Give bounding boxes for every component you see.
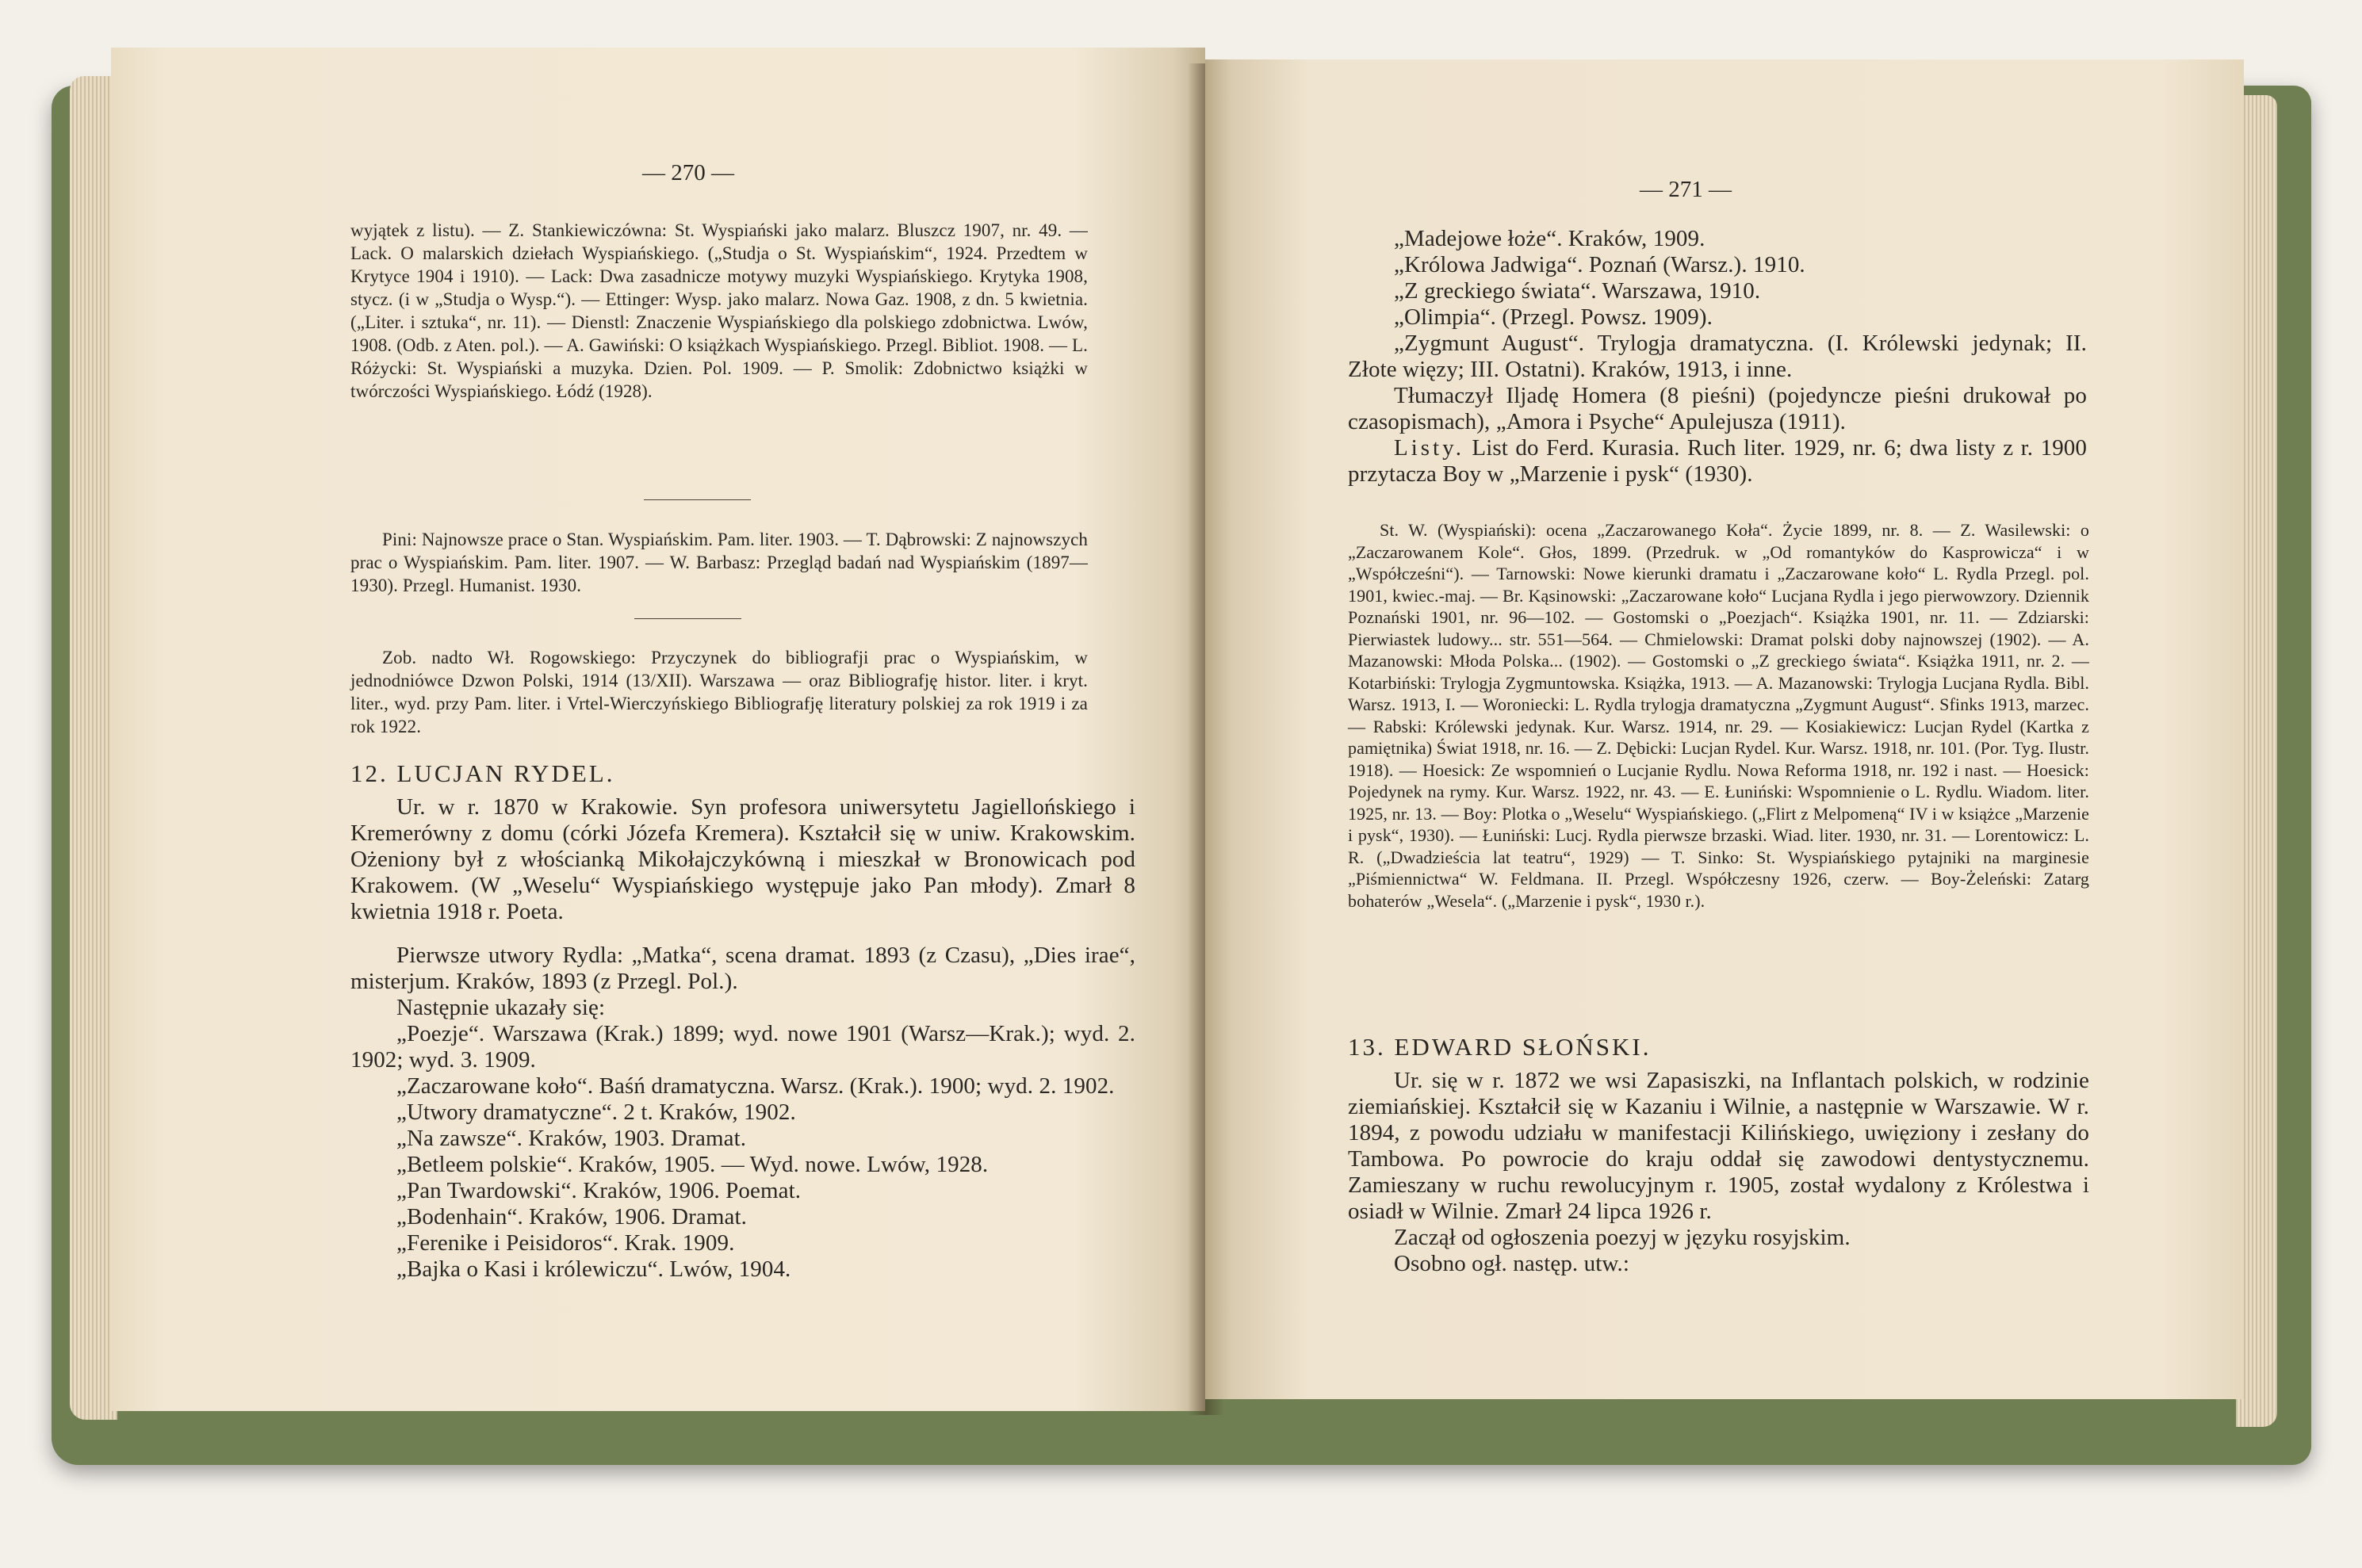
work-entry: „Zaczarowane koło“. Baśń dramatyczna. Warsz. (Krak.). 1900; wyd. 2. 1902. [396, 1073, 1115, 1099]
separator-rule [634, 618, 741, 619]
works-next: Następnie ukazały się: [396, 995, 606, 1020]
left-body [350, 794, 1135, 1283]
left-bibliography-2 [350, 528, 1088, 597]
bibliography-paragraph: Zob. nadto Wł. Rogowskiego: Przyczynek do bibliografji prac o Wyspiańskim, w jednodniówce Dzwon Polski, 1914 (13/XII). Warszawa — oraz Bibliografję histor. liter. i kryt. liter., wyd. przy Pam. liter. i Vrtel-Wierczyńskiego Bibliografję literatury polskiej za rok 1919 i za rok 1922. [350, 648, 1088, 736]
page-edges-left [70, 76, 117, 1420]
right-body [1348, 1068, 2089, 1277]
works-intro: Osobno ogł. następ. utw.: [1394, 1251, 1630, 1276]
work-entry: „Bajka o Kasi i królewiczu“. Lwów, 1904. [396, 1256, 791, 1282]
left-page [111, 48, 1205, 1411]
work-entry: „Pan Twardowski“. Kraków, 1906. Poemat. [396, 1178, 802, 1203]
translation-note: Tłumaczył Iljadę Homera (8 pieśni) (pojedyncze pieśni drukował po czasopismach), „Amora i Psyche“ Apulejusza (1911). [1348, 383, 2087, 434]
left-bibliography-3 [350, 646, 1088, 738]
poetry-line: Zaczął od ogłoszenia poezyj w języku rosyjskim. [1394, 1225, 1851, 1250]
work-entry: „Zygmunt August“. Trylogja dramatyczna. (I. Królewski jedynak; II. Złote więzy; III. Ostatni). Kraków, 1913, i inne. [1348, 331, 2087, 382]
work-entry: „Utwory dramatyczne“. 2 t. Kraków, 1902. [396, 1100, 796, 1125]
letters-label: Listy. [1394, 435, 1464, 461]
work-entry: „Królowa Jadwiga“. Poznań (Warsz.). 1910. [1394, 252, 1805, 277]
works-intro: Pierwsze utwory Rydla: „Matka“, scena dramat. 1893 (z Czasu), „Dies irae“, misterjum. Kraków, 1893 (z Przegl. Pol.). [350, 943, 1135, 994]
bio-paragraph: Ur. w r. 1870 w Krakowie. Syn profesora uniwersytetu Jagiellońskiego i Kremerówny z domu (córki Józefa Kremera). Kształcił się w uniw. Krakowskim. Ożeniony był z włościanką Mikołajczykówną i mieszkał w Bronowicach pod Krakowem. (W „Weselu“ Wyspiańskiego występuje jako Pan młody). Zmarł 8 kwietnia 1918 r. Poeta. [350, 794, 1135, 924]
bio-paragraph: Ur. się w r. 1872 we wsi Zapasiszki, na Inflantach polskich, w rodzinie ziemiańskiej. Kształcił się w Kazaniu i Wilnie, a następnie w Warszawie. W r. 1894, z powodu udziału w manifestacji Kilińskiego, uwięziony i zesłany do Tambowa. Po powrocie do kraju oddał się zawodowi dentystycznemu. Zamieszany w ruchu rewolucyjnym r. 1905, został wydalony z Królestwa i osiadł w Wilnie. Zmarł 24 lipca 1926 r. [1348, 1068, 2089, 1224]
bibliography-paragraph: wyjątek z listu). — Z. Stankiewiczówna: St. Wyspiański jako malarz. Bluszcz 1907, nr. 49. — Lack. O malarskich dziełach Wyspiańskiego. („Studja o St. Wyspiańskim“, 1924. Przedtem w Krytyce 1904 i 1910). — Lack: Dwa zasadnicze motywy muzyki Wyspiańskiego. Krytyka 1908, stycz. (i w „Studja o Wysp.“). — Ettinger: Wysp. jako malarz. Nowa Gaz. 1908, z dn. 5 kwietnia. („Liter. i sztuka“, nr. 11). — Dienstl: Znaczenie Wyspiańskiego dla polskiego zdobnictwa. Lwów, 1908. (Odb. z Aten. pol.). — A. Gawiński: O książkach Wyspiańskiego. Przegl. Bibliot. 1908. — L. Różycki: St. Wyspiański a muzyka. Dzien. Pol. 1909. — P. Smolik: Zdobnictwo książki w twórczości Wyspiańskiego. Łódź (1928). [350, 220, 1088, 401]
right-works-list [1348, 226, 2087, 488]
bibliography-paragraph: St. W. (Wyspiański): ocena „Zaczarowanego Koła“. Życie 1899, nr. 8. — Z. Wasilewski: o „Zaczarowanem Kole“. Głos, 1899. (Przedruk. w „Od romantyków do Kasprowicza“ i w „Współcześni“). — Tarnowski: Nowe kierunki dramatu i „Zaczarowane koło“ L. Rydla Przegl. pol. 1901, kwiec.-maj. — Br. Kąsinowski: „Zaczarowane koło“ Lucjana Rydla i jego pierwowzory. Dziennik Poznański 1901, nr. 96—102. — Gostomski o „Poezjach“. Książka 1901, nr. 11. — Zdziarski: Pierwiastek ludowy... str. 551—564. — Chmielowski: Dramat polski doby najnowszej (1902). — A. Mazanowski: Młoda Polska... (1902). — Gostomski o „Z greckiego świata“. Książka 1911, nr. 2. — Kotarbiński: Trylogja Zygmuntowska. Książka, 1913. — A. Mazanowski: Trylogja Lucjana Rydla. Bibl. Warsz. 1913, I. — Woroniecki: L. Rydla trylogja dramatyczna „Zygmunt August“. Sfinks 1913, marzec. — Rabski: Królewski jedynak. Kur. Warsz. 1914, nr. 29. — Kosiakiewicz: Lucjan Rydel (Kartka z pamiętnika) Świat 1918, nr. 16. — Z. Dębicki: Lucjan Rydel. Kur. Warsz. 1918, nr. 101. (Por. Tyg. Ilustr. 1918). — Hoesick: Ze wspomnień o Lucjanie Rydlu. Nowa Reforma 1918, nr. 192 i nast. — Hoesick: Pojedynek na rymy. Kur. Warsz. 1922, nr. 43. — E. Łuniński: Wspomnienie o L. Rydlu. Wiadom. liter. 1925, nr. 13. — Boy: Plotka o „Weselu“ Wyspiańskiego. („Flirt z Melpomeną“ IV i w książce „Marzenie i pysk“, 1930). — Łuniński: Lucj. Rydla pierwsze brzaski. Wiad. liter. 1930, nr. 31. — Lorentowicz: L. R. („Dwadzieścia lat teatru“, 1929) — T. Sinko: St. Wyspiańskiego pytajniki na marginesie „Piśmiennictwa“ W. Feldmana. II. Przegl. Współczesny 1926, czerw. — Boy-Żeleński: Zatarg bohaterów „Wesela“. („Marzenie i pysk“, 1930 r.). [1348, 520, 2089, 911]
right-page-number: — 271 — [1640, 177, 1732, 202]
section-heading-rydel: 12. LUCJAN RYDEL. [350, 759, 615, 787]
work-entry: „Poezje“. Warszawa (Krak.) 1899; wyd. nowe 1901 (Warsz—Krak.); wyd. 2. 1902; wyd. 3. 1909. [350, 1021, 1135, 1073]
work-entry: „Olimpia“. (Przegl. Powsz. 1909). [1394, 304, 1713, 330]
work-entry: „Betleem polskie“. Kraków, 1905. — Wyd. nowe. Lwów, 1928. [396, 1152, 989, 1177]
work-entry: „Bodenhain“. Kraków, 1906. Dramat. [396, 1204, 748, 1230]
right-bibliography [1348, 519, 2089, 912]
letters-text: List do Ferd. Kurasia. Ruch liter. 1929, nr. 6; dwa listy z r. 1900 przytacza Boy w „Marzenie i pysk“ (1930). [1348, 435, 2087, 487]
section-heading-slonski: 13. EDWARD SŁOŃSKI. [1348, 1033, 1652, 1061]
work-entry: „Madejowe łoże“. Kraków, 1909. [1394, 226, 1705, 251]
left-page-number: — 270 — [642, 160, 734, 185]
work-entry: „Ferenike i Peisidoros“. Krak. 1909. [396, 1230, 735, 1256]
left-bibliography-1 [350, 219, 1088, 403]
bibliography-paragraph: Pini: Najnowsze prace o Stan. Wyspiańskim. Pam. liter. 1903. — T. Dąbrowski: Z najnowszych prac o Wyspiańskim. Pam. liter. 1907. — W. Barbasz: Przegląd badań nad Wyspiańskim (1897—1930). Przegl. Humanist. 1930. [350, 530, 1088, 595]
work-entry: „Z greckiego świata“. Warszawa, 1910. [1394, 278, 1761, 304]
work-entry: „Na zawsze“. Kraków, 1903. Dramat. [396, 1126, 747, 1151]
letters-line [1348, 435, 2087, 488]
separator-rule [644, 499, 751, 500]
right-page [1205, 59, 2244, 1399]
